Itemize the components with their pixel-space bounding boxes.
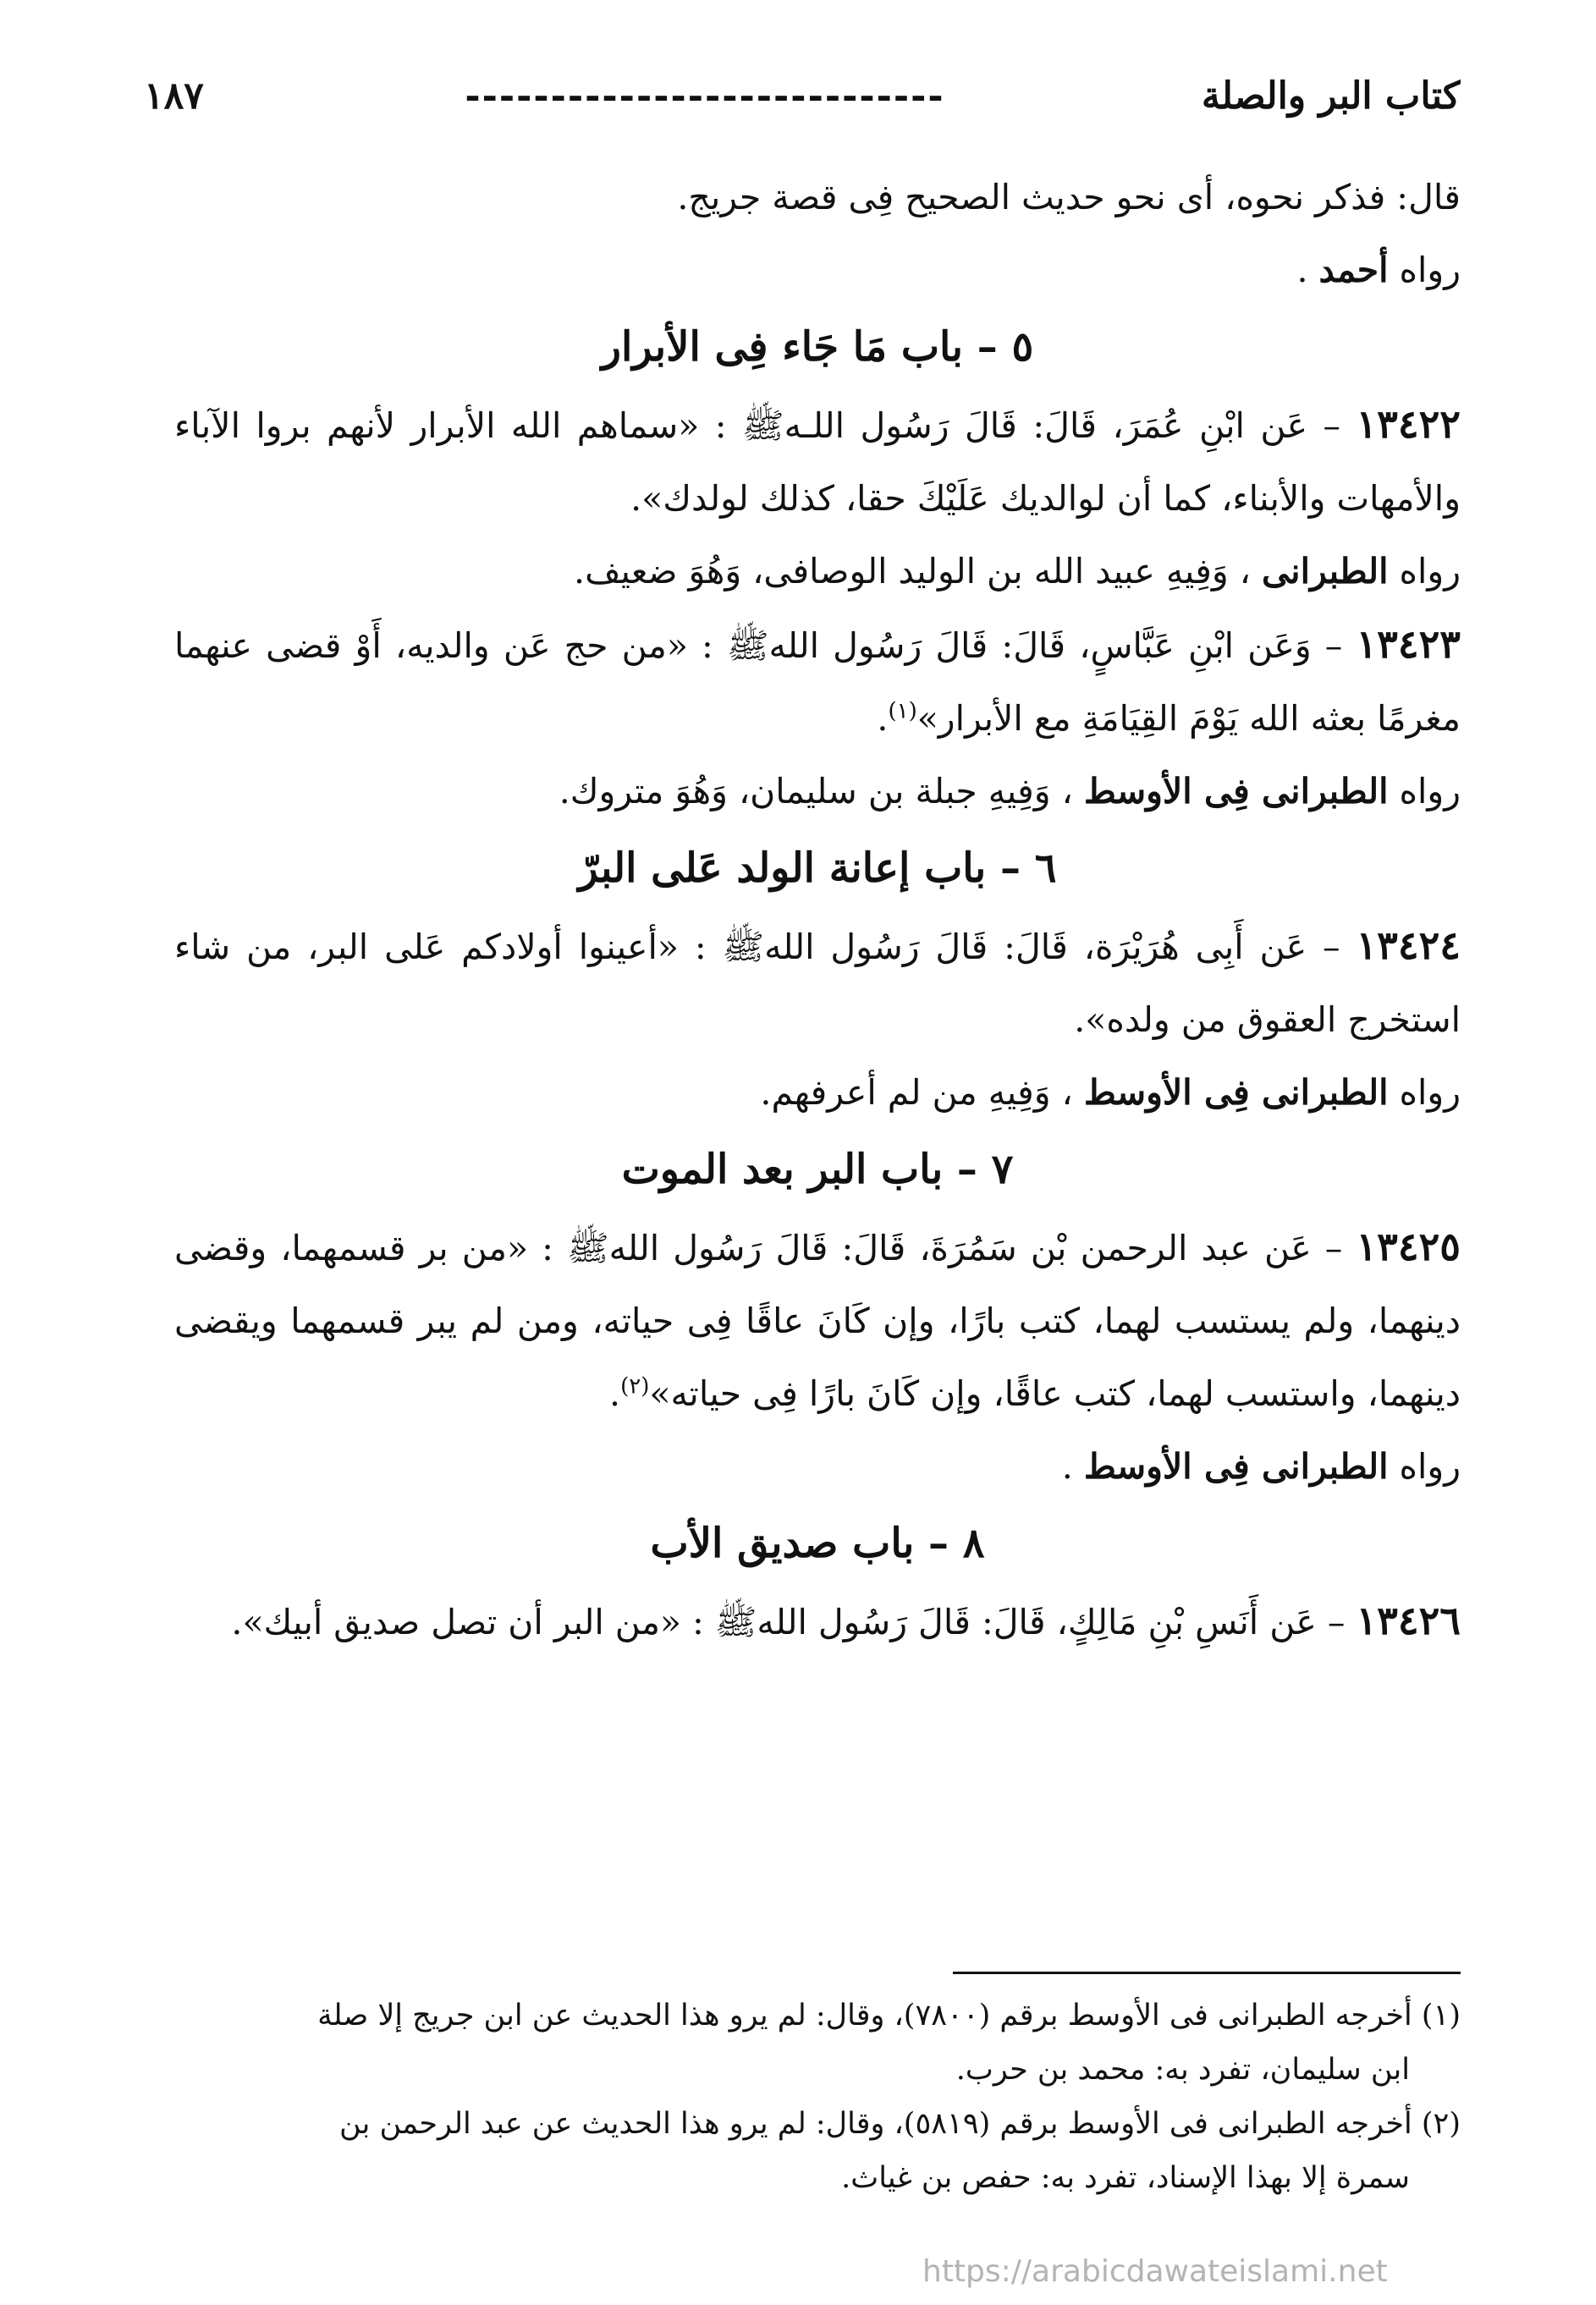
hadith-text: – عَن ابْنِ عُمَرَ، قَالَ: قَالَ رَسُول اللـهﷺ : «سماهم الله الأبرار لأنهم بروا الآباء والأمهات والأبناء، كما أن لوالديك عَلَيْكَ حقا، كذلك لولدك». [174, 405, 1461, 519]
hadith-number: ١٣٤٢٥ [1356, 1224, 1461, 1269]
hadith-13425 [174, 1210, 1461, 1430]
hadith-13422 [174, 388, 1461, 535]
intro-source-line [174, 234, 1461, 306]
header-rule: ---------------------------- [465, 74, 945, 118]
hadith-13426 [174, 1584, 1461, 1659]
hadith-text-end: . [609, 1373, 621, 1414]
chapter-heading: ٨ – باب صديق الأب [650, 1520, 985, 1567]
footnote-divider [953, 1972, 1461, 1974]
hadith-number: ١٣٤٢٦ [1356, 1598, 1461, 1643]
footnote-2-line-2: سمرة إلا بهذا الإسناد، تفرد به: حفص بن غياث. [841, 2161, 1410, 2195]
hadith-text: – وَعَن ابْنِ عَبَّاسٍ، قَالَ: قَالَ رَسُول اللهﷺ : «من حج عَن والديه، أَوْ قضى عنهما مغرمًا بعثه الله يَوْمَ القِيَامَةِ مع الأبرار» [174, 625, 1461, 739]
hadith-text: – عَن أَنَسِ بْنِ مَالِكٍ، قَالَ: قَالَ رَسُول اللهﷺ : «من البر أن تصل صديق أبيك». [231, 1602, 1357, 1642]
source-name: أحمد [1318, 250, 1389, 290]
chapter-heading: ٧ – باب البر بعد الموت [621, 1146, 1014, 1193]
running-header [144, 74, 1461, 125]
source-prefix: رواه [1388, 250, 1461, 290]
hadith-text: – عَن عبد الرحمن بْن سَمُرَةَ، قَالَ: قَالَ رَسُول اللهﷺ : «من بر قسمهما، وقضى دينهما، ولم يستسب لهما، كتب بارًا، وإن كَانَ عاقًا فِى حياته، ومن لم يبر قسمهما ويقضى دينهما، واستسب لهما، كتب عاقًا، وإن كَانَ بارًا فِى حياته» [174, 1228, 1461, 1414]
footnote-ref: (١) [888, 698, 917, 724]
page-number: ١٨٧ [144, 74, 204, 118]
footnote-1-line-1: (١) أخرجه الطبرانى فى الأوسط برقم (٧٨٠٠)، وقال: لم يرو هذا الحديث عن ابن جريج إلا صلة [317, 1999, 1461, 2033]
source-prefix: رواه [1388, 1446, 1461, 1487]
source-suffix: ، وَفِيهِ من لم أعرفهم. [760, 1072, 1084, 1113]
watermark-url: https://arabicdawateislami.net [922, 2254, 1388, 2289]
source-prefix: رواه [1388, 771, 1461, 811]
footnote-1-line-2: ابن سليمان، تفرد به: محمد بن حرب. [955, 2053, 1410, 2087]
chapter-heading: ٦ – باب إعانة الولد عَلى البرّ [578, 844, 1057, 892]
source-name: الطبرانى فِى الأوسط [1083, 771, 1389, 811]
hadith-source [174, 1430, 1461, 1503]
footnotes [174, 1989, 1461, 2205]
main-text [174, 161, 1461, 1659]
source-name: الطبرانى فِى الأوسط [1083, 1446, 1389, 1487]
source-suffix: ، وَفِيهِ عبيد الله بن الوليد الوصافى، وَهُوَ ضعيف. [574, 551, 1262, 591]
source-prefix: رواه [1388, 551, 1461, 591]
footnote-ref: (٢) [620, 1373, 650, 1400]
hadith-number: ١٣٤٢٢ [1356, 401, 1461, 447]
source-suffix: ، وَفِيهِ جبلة بن سليمان، وَهُوَ متروك. [559, 771, 1084, 811]
hadith-text: – عَن أَبِى هُرَيْرَة، قَالَ: قَالَ رَسُول اللهﷺ : «أعينوا أولادكم عَلى البر، من شاء استخرج العقوق من ولده». [174, 927, 1461, 1040]
hadith-number: ١٣٤٢٤ [1356, 922, 1461, 968]
hadith-number: ١٣٤٢٣ [1356, 621, 1461, 667]
source-prefix: رواه [1388, 1072, 1461, 1113]
hadith-13423 [174, 608, 1461, 755]
footnote-2-line-1: (٢) أخرجه الطبرانى فى الأوسط برقم (٥٨١٩)، وقال: لم يرو هذا الحديث عن عبد الرحمن بن [338, 2107, 1461, 2141]
book-title: كتاب البر والصلة [1201, 74, 1461, 118]
source-name: الطبرانى [1261, 551, 1389, 591]
hadith-source [174, 1056, 1461, 1129]
source-suffix: . [1296, 250, 1319, 290]
intro-line: قال: فذكر نحوه، أى نحو حديث الصحيح فِى قصة جريج. [677, 177, 1461, 217]
hadith-source [174, 755, 1461, 828]
source-suffix: . [1061, 1446, 1084, 1487]
hadith-13424 [174, 909, 1461, 1056]
hadith-text-end: . [877, 698, 889, 739]
source-name: الطبرانى فِى الأوسط [1083, 1072, 1389, 1113]
chapter-heading: ٥ – باب مَا جَاء فِى الأبرار [601, 323, 1034, 371]
hadith-source [174, 535, 1461, 608]
